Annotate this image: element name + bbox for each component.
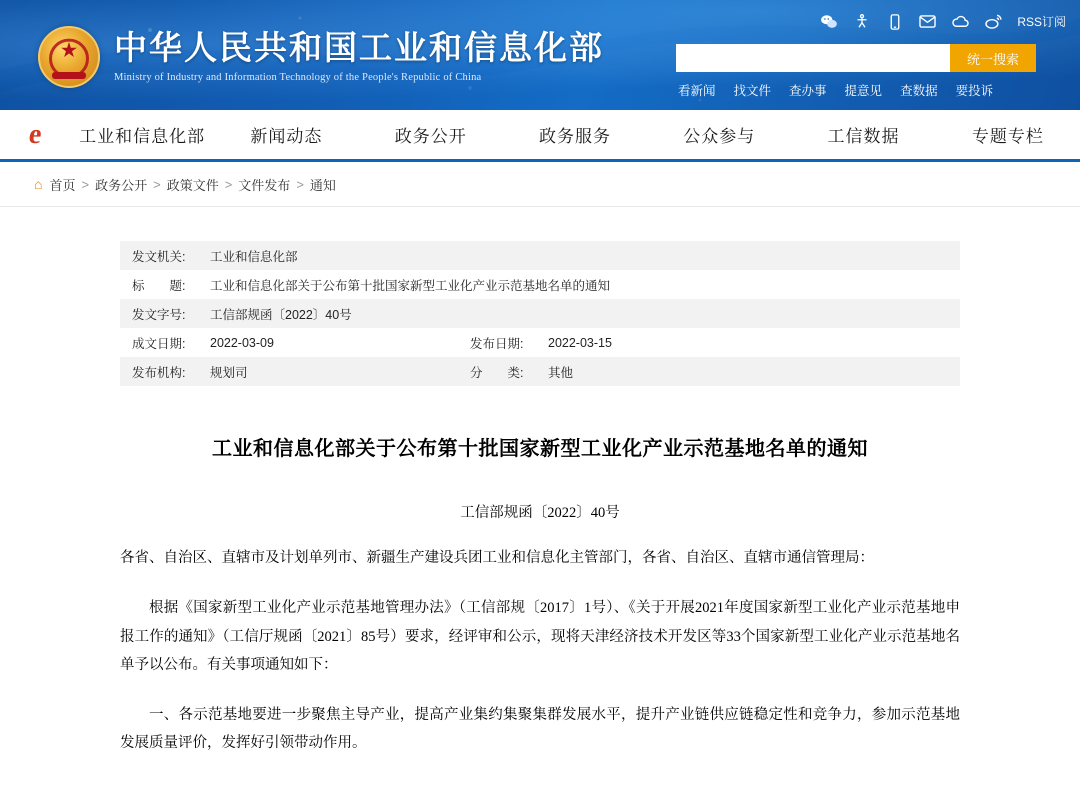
nav-logo-icon[interactable] — [0, 119, 70, 151]
mobile-icon[interactable] — [885, 12, 904, 31]
nav-item-government-disclosure[interactable]: 政务公开 — [394, 127, 467, 146]
table-row — [120, 299, 960, 328]
nav-item-government-services[interactable]: 政务服务 — [538, 127, 611, 146]
nav-item-industry-data[interactable]: 工信数据 — [827, 127, 900, 146]
search-button[interactable]: 统一搜索 — [950, 44, 1036, 72]
table-row — [120, 328, 960, 357]
quick-link-feedback[interactable]: 提意见 — [844, 84, 883, 98]
cloud-icon[interactable] — [951, 12, 970, 31]
breadcrumb-item-disclosure[interactable]: 政务公开 — [95, 177, 148, 193]
page-title: 工业和信息化部关于公布第十批国家新型工业化产业示范基地名单的通知 — [212, 438, 868, 460]
document-paragraph-salutation: 各省、自治区、直辖市及计划单列市、新疆生产建设兵团工业和信息化主管部门，各省、自治区、直辖市通信管理局： — [120, 550, 874, 566]
meta-value-issuing-agency: 工业和信息化部 — [210, 249, 298, 264]
table-row — [120, 357, 960, 386]
quick-links — [676, 81, 1036, 99]
document-number: 工信部规函〔2022〕40号 — [460, 505, 620, 521]
meta-label-issuing-agency: 发文机关: — [132, 249, 186, 264]
top-utility-bar — [819, 12, 1066, 31]
meta-value-publishing-org: 规划司 — [210, 365, 248, 380]
search-area — [676, 44, 1036, 99]
breadcrumb-item-policy-documents[interactable]: 政策文件 — [166, 177, 219, 193]
meta-label-publishing-org: 发布机构: — [132, 365, 186, 380]
main-navigation — [0, 110, 1080, 162]
quick-link-services[interactable]: 查办事 — [789, 84, 827, 98]
document-paragraph-2: 一、各示范基地要进一步聚焦主导产业，提高产业集约集聚集群发展水平，提升产业链供应链稳定性和竞争力，参加示范基地发展质量评价，发挥好引领带动作用。 — [120, 707, 960, 752]
site-title: 中华人民共和国工业和信息化部 — [114, 30, 604, 67]
breadcrumb-item-notice[interactable]: 通知 — [309, 177, 336, 193]
document-metadata-table — [120, 241, 960, 386]
table-row — [120, 241, 960, 270]
meta-value-title: 工业和信息化部关于公布第十批国家新型工业化产业示范基地名单的通知 — [210, 278, 611, 293]
nav-items — [70, 122, 1080, 147]
nav-item-special-columns[interactable]: 专题专栏 — [971, 127, 1044, 146]
breadcrumb — [0, 162, 1080, 207]
site-banner — [0, 0, 1080, 110]
quick-link-complaint[interactable]: 要投诉 — [955, 84, 994, 98]
meta-value-category: 其他 — [548, 365, 574, 380]
breadcrumb-separator: > — [81, 176, 90, 192]
document-content — [120, 207, 960, 758]
breadcrumb-separator: > — [153, 176, 161, 192]
document-paragraph-1: 根据《国家新型工业化产业示范基地管理办法》（工信部规〔2017〕1号）、《关于开展2021年度国家新型工业化产业示范基地申报工作的通知》（工信厅规函〔2021〕85号）要求，经评审和公示，现将天津经济技术开发区等33个国家新型工业化产业示范基地名单予以公布。有关事项通知如下： — [120, 600, 960, 673]
nav-item-public-participation[interactable]: 公众参与 — [683, 127, 756, 146]
meta-label-document-number: 发文字号: — [132, 307, 186, 322]
nav-logo-text: e — [26, 118, 44, 150]
site-subtitle: Ministry of Industry and Information Technology of the People's Republic of China — [114, 72, 482, 84]
meta-label-category: 分 类: — [470, 365, 524, 380]
meta-label-drafting-date: 成文日期: — [132, 336, 186, 351]
emblem-ribbon — [52, 72, 86, 79]
breadcrumb-separator: > — [296, 176, 304, 192]
table-row — [120, 270, 960, 299]
meta-value-drafting-date: 2022-03-09 — [210, 335, 274, 350]
meta-value-document-number: 工信部规函〔2022〕40号 — [210, 307, 352, 322]
meta-label-title: 标 题: — [132, 278, 186, 293]
mail-icon[interactable] — [918, 12, 937, 31]
quick-link-data[interactable]: 查数据 — [900, 84, 938, 98]
quick-link-documents[interactable]: 找文件 — [733, 84, 772, 98]
search-input[interactable] — [676, 44, 950, 72]
nav-item-news[interactable]: 新闻动态 — [250, 127, 323, 146]
quick-link-news[interactable]: 看新闻 — [678, 84, 716, 98]
breadcrumb-item-home[interactable]: 首页 — [49, 177, 76, 193]
breadcrumb-separator: > — [224, 176, 233, 192]
emblem-star: ★ — [60, 41, 78, 60]
meta-value-publish-date: 2022-03-15 — [548, 335, 612, 350]
rss-link[interactable]: RSS订阅 — [1017, 15, 1066, 29]
accessibility-icon[interactable] — [852, 12, 871, 31]
document-body — [120, 544, 960, 758]
nav-item-ministry[interactable]: 工业和信息化部 — [79, 127, 206, 146]
site-identity — [38, 26, 604, 88]
home-icon: ⌂ — [34, 176, 43, 192]
wechat-icon[interactable] — [819, 12, 838, 31]
meta-label-publish-date: 发布日期: — [470, 336, 524, 351]
national-emblem-icon — [38, 26, 100, 88]
weibo-icon[interactable] — [984, 12, 1003, 31]
breadcrumb-item-document-release[interactable]: 文件发布 — [238, 177, 291, 193]
